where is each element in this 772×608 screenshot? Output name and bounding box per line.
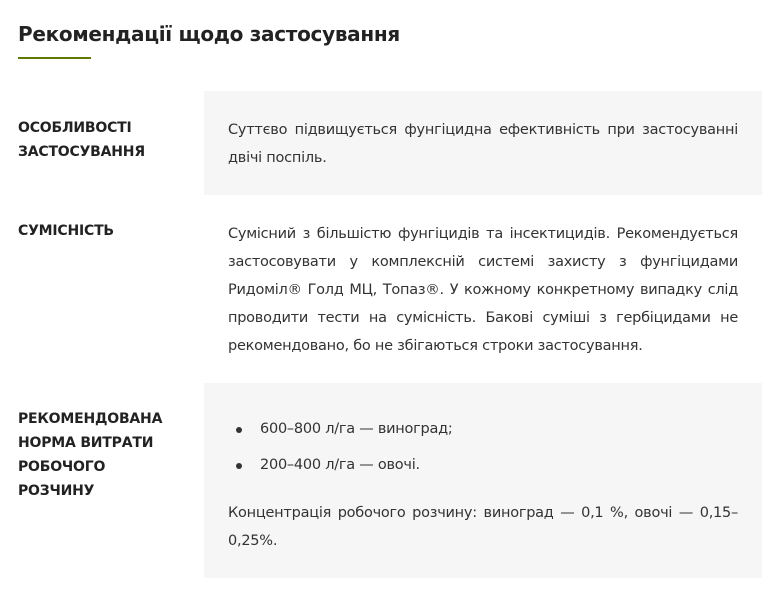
list-item (228, 447, 738, 483)
row-compatibility (0, 195, 772, 383)
list-item-text: 200–400 л/га — овочі. (260, 457, 420, 473)
row-text: Концентрація робочого розчину: виноград — 0,1 %, овочі — 0,15–0,25%. (228, 505, 738, 549)
row-text: Суттєво підвищується фунгіцидна ефективність при застосуванні двічі поспіль. (228, 122, 738, 166)
row-label: СУМІСНІСТЬ (18, 223, 114, 239)
row-application-features (0, 91, 772, 195)
bullet-icon (236, 463, 242, 469)
row-label: ОСОБЛИВОСТІ ЗАСТОСУВАННЯ (18, 120, 145, 160)
row-working-solution-rate (0, 383, 772, 578)
rate-list (228, 411, 738, 483)
row-content (204, 91, 762, 195)
section-title: Рекомендації щодо застосування (18, 22, 400, 46)
row-label: РЕКОМЕНДОВАНА НОРМА ВИТРАТИ РОБОЧОГО РОЗЧИНУ (18, 411, 163, 499)
bullet-icon (236, 427, 242, 433)
list-item-text: 600–800 л/га — виноград; (260, 421, 453, 437)
row-content (204, 383, 762, 578)
title-underline-accent (18, 57, 91, 59)
row-content (204, 195, 762, 383)
list-item (228, 411, 738, 447)
row-text: Сумісний з більшістю фунгіцидів та інсектицидів. Рекомендується застосовувати у комплексній системі захисту з фунгіцидами Ридоміл® Голд МЦ, Топаз®. У кожному конкретному випадку слід проводити тести на сумісність. Бакові суміші з гербіцидами не рекомендовано, бо не збігаються строки застосування. (228, 226, 738, 354)
